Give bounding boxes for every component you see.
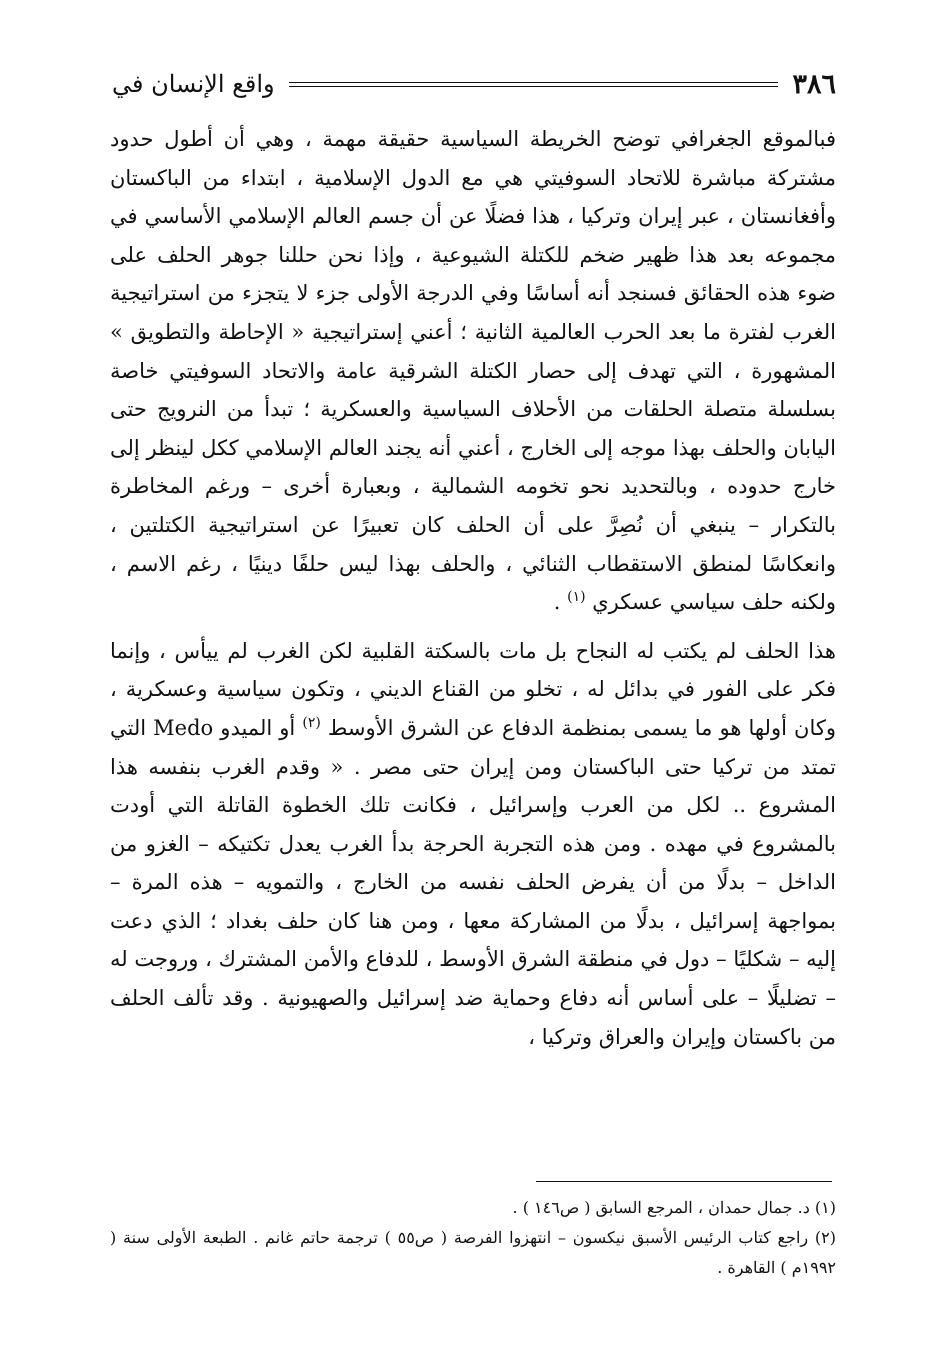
paragraph-2-text-a: هذا الحلف لم يكتب له النجاح بل مات بالسكتة القلبية لكن الغرب لم ييأس ، وإنما فكر على الفور في بدائل له ، تخلو من القناع الديني ، وتكون سياسية وعسكرية ، وكان أولها هو ما يسمى بمنظمة الدفاع عن الشرق الأوسط — [110, 638, 836, 740]
header-rule — [289, 82, 779, 87]
footnotes — [110, 1193, 836, 1283]
paragraph-1-text: فبالموقع الجغرافي توضح الخريطة السياسية حقيقة مهمة ، وهي أن أطول حدود مشتركة مباشرة للاتحاد السوفيتي هي مع الدول الإسلامية ، ابتداء من الباكستان وأفغانستان ، عبر إيران وتركيا ، هذا فضلًا عن أن جسم العالم الإسلامي الأساسي في مجموعه بعد هذا ظهير ضخم للكتلة الشيوعية ، وإذا نحن حللنا جوهر الحلف على ضوء هذه الحقائق فسنجد أنه أساسًا وفي الدرجة الأولى جزء لا يتجزء من استراتيجية الغرب لفترة ما بعد الحرب العالمية الثانية ؛ أعني إستراتيجية « الإحاطة والتطويق » المشهورة ، التي تهدف إلى حصار الكتلة الشرقية عامة والاتحاد السوفيتي خاصة بسلسلة متصلة الحلقات من الأحلاف السياسية والعسكرية ؛ تبدأ من النرويج حتى اليابان والحلف بهذا موجه إلى الخارج ، أعني أنه يجند العالم الإسلامي ككل لينظر إلى خارج حدوده ، وبالتحديد نحو تخومه الشمالية ، وبعبارة أخرى – ورغم المخاطرة بالتكرار – ينبغي أن نُصِرَّ على أن الحلف كان تعبيرًا عن استراتيجية الكتلتين ، وانعكاسًا لمنطق الاستقطاب الثنائي ، والحلف بهذا ليس حلفًا دينيًا ، رغم الاسم ، ولكنه حلف سياسي عسكري — [110, 127, 836, 615]
page-number: ٣٨٦ — [792, 68, 836, 100]
paragraph-2-text-b: أو الميدو Medo التي تمتد من تركيا حتى الباكستان ومن إيران حتى مصر . « وقدم الغرب بنفسه هذا المشروع .. لكل من العرب وإسرائيل ، فكانت تلك الخطوة القاتلة التي أودت بالمشروع في مهده . ومن هذه التجربة الحرجة بدأ الغرب يعدل تكتيكه – الغزو من الداخل – بدلًا من أن يفرض الحلف نفسه من الخارج ، والتمويه – هذه المرة – بمواجهة إسرائيل ، بدلًا من المشاركة معها ، ومن هنا كان حلف بغداد ؛ الذي دعت إليه – شكليًا – دول في منطقة الشرق الأوسط ، للدفاع والأمن المشترك ، وروجت له – تضليلًا – على أساس أنه دفاع وحماية ضد إسرائيل والصهيونية . وقد تألف الحلف من باكستان وإيران والعراق وتركيا ، — [110, 715, 836, 1049]
paragraph-2 — [110, 632, 836, 1057]
page-header — [112, 64, 836, 104]
footnote-1: (١) د. جمال حمدان ، المرجع السابق ( ص١٤٦ ) . — [512, 1198, 836, 1217]
paragraph-1-end: . — [553, 590, 568, 615]
footnote-2: (٢) راجع كتاب الرئيس الأسبق نيكسون – انتهزوا الفرصة ( ص٥٥ ) ترجمة حاتم غانم . الطبعة الأولى سنة ( ١٩٩٢م ) القاهرة . — [110, 1228, 836, 1277]
body-text — [110, 120, 836, 1056]
paragraph-1 — [110, 120, 836, 622]
running-title: واقع الإنسان في — [112, 70, 275, 98]
footnote-separator — [536, 1181, 832, 1182]
footnote-ref-1: (١) — [567, 589, 586, 606]
footnote-ref-2: (٢) — [302, 714, 321, 731]
